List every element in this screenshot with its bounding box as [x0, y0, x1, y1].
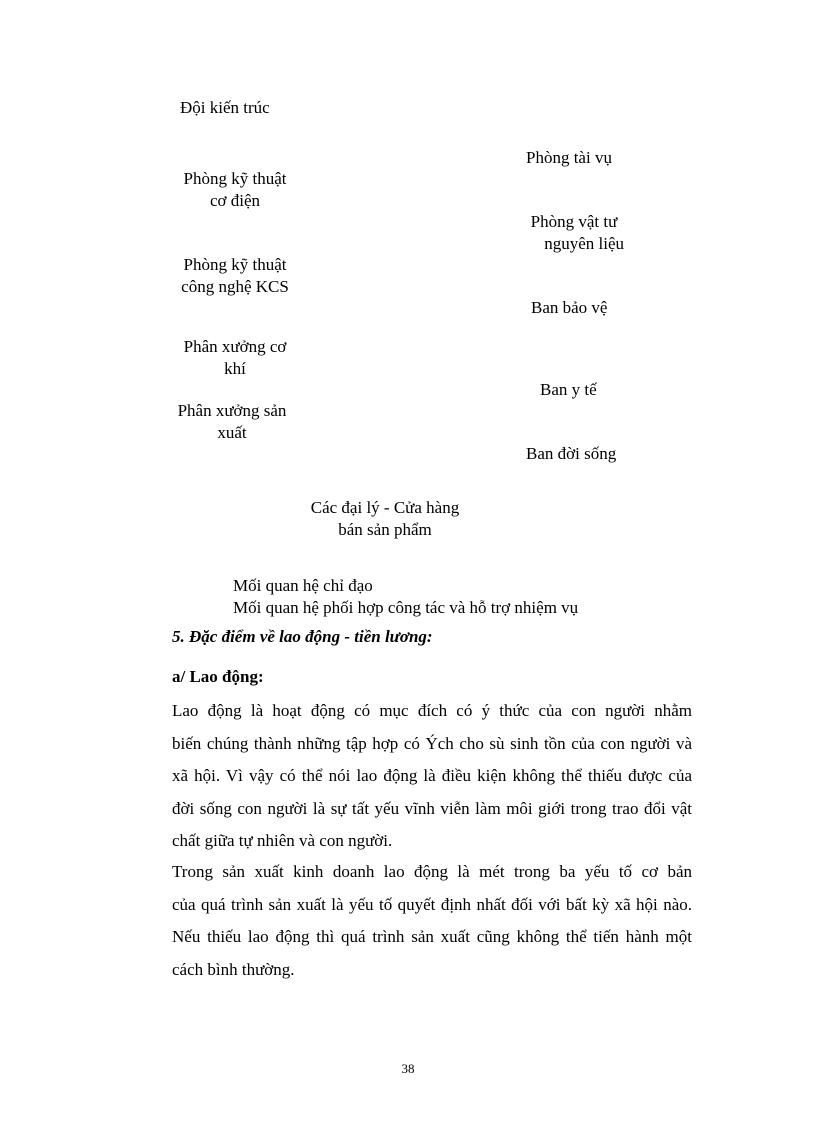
org-line: bán sản phẩm [338, 520, 432, 539]
paragraph-1 [172, 695, 692, 858]
org-line: cơ điện [209, 191, 261, 210]
org-line: nguyên liệu [544, 234, 624, 253]
org-ban-y-te: Ban y tế [540, 380, 597, 399]
paragraph-line: Nếu thiếu lao động thì quá trình sản xuất cũng không thể tiến hành một [172, 927, 692, 946]
org-line: công nghệ KCS [181, 277, 289, 296]
org-line: xuất [217, 423, 247, 442]
org-line: Phòng kỹ thuật [183, 169, 287, 188]
org-ban-doi-song: Ban đời sống [526, 444, 617, 463]
paragraph-2 [172, 856, 692, 986]
section-subheading: a/ Lao động: [172, 667, 264, 686]
org-cac-dai-ly [290, 497, 480, 541]
org-doi-kien-truc: Đội kiến trúc [180, 98, 270, 117]
org-phong-ky-thuat-cong-nghe [155, 254, 315, 298]
paragraph-line: chất giữa tự nhiên và con người. [172, 831, 393, 850]
org-line: khí [224, 359, 246, 378]
paragraph-line: biến chúng thành những tập hợp có Ých cho sù sinh tồn của con người và [172, 733, 692, 753]
org-line: Phòng vật tư [530, 212, 618, 231]
org-line: Phòng kỹ thuật [183, 255, 287, 274]
paragraph-line: Trong sản xuất kinh doanh lao động là mét trong ba yếu tố cơ bản [172, 862, 692, 881]
org-ban-bao-ve: Ban bảo vệ [531, 298, 608, 317]
org-phong-tai-vu: Phòng tài vụ [526, 148, 612, 167]
org-phong-ky-thuat-co-dien [160, 168, 310, 212]
org-phan-xuong-san-xuat [157, 400, 307, 444]
page-number: 38 [401, 1061, 415, 1076]
org-line: Phân xưởng cơ [183, 337, 287, 356]
paragraph-line: đời sống con người là sự tất yếu vĩnh viễn làm môi giới trong trao đổi vật [172, 798, 692, 818]
org-phan-xuong-co-khi [160, 336, 310, 380]
section-heading: 5. Đặc điểm về lao động - tiền lương: [172, 627, 433, 646]
paragraph-line: xã hội. Vì vậy có thể nói lao động là điều kiện không thể thiếu được của [172, 766, 692, 785]
paragraph-line: của quá trình sản xuất là yếu tố quyết định nhất đối với bất kỳ xã hội nào. [172, 894, 692, 914]
org-line: Các đại lý - Cửa hàng [310, 498, 460, 517]
legend-direction: Mối quan hệ chỉ đạo [233, 576, 373, 595]
org-phong-vat-tu [515, 211, 633, 255]
legend-cooperation: Mối quan hệ phối hợp công tác và hỗ trợ nhiệm vụ [233, 598, 579, 617]
paragraph-line: cách bình thường. [172, 959, 295, 979]
org-line: Phân xưởng sản [177, 401, 287, 420]
paragraph-line: Lao động là hoạt động có mục đích có ý thức của con người nhằm [172, 701, 692, 720]
